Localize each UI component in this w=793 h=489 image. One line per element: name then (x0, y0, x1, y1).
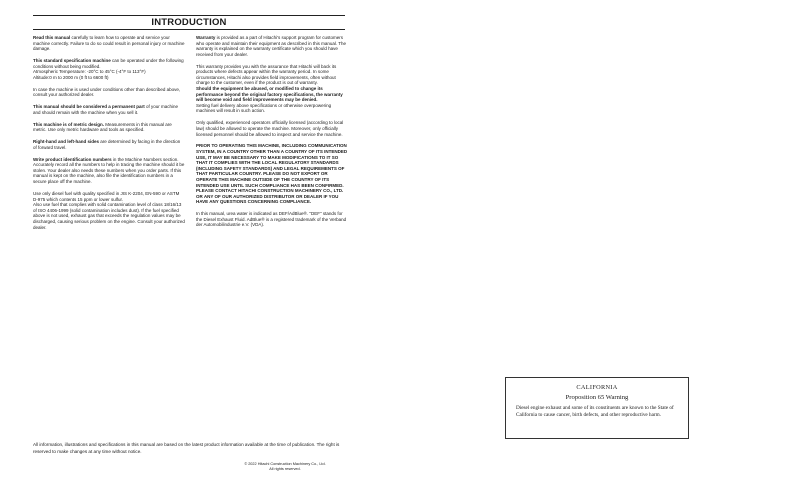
paragraph-def-adblue: In this manual, urea water is indicated as DEF/AdBlue®. "DEF" stands for the Diesel Exhaust Fluid. AdBlue® is a registered trademark of the Verband der Automobilindustrie e.V. (VDA). (196, 211, 347, 228)
bold-lead: This machine is of metric design. (33, 121, 105, 127)
california-title: CALIFORNIA (576, 384, 618, 391)
paragraph-text: This warranty provides you with the assurance that Hitachi will back its products where defects appear within the warranty period. In some circumstances, Hitachi also provides field improvements, often without charge to the customer, even if the product is out of warranty. (196, 63, 337, 86)
paragraph-sides (33, 139, 185, 150)
warranty-void-warning: Should the equipment be abused, or modified to change its performance beyond the original factory specifications, the warranty will become void and field improvements may be denied. (196, 86, 343, 103)
paragraph-operating-conditions (33, 58, 185, 80)
left-column (33, 35, 185, 236)
altitude-range: Altitude:0 m to 2000 m (0 ft to 6600 ft) (33, 74, 109, 80)
bold-lead: This standard specification machine (33, 58, 111, 64)
paragraph-text: can be operated under the following conditions without being modified. (33, 58, 184, 69)
paragraph-read-manual (33, 35, 185, 52)
rights-line: All rights reserved. (269, 466, 301, 471)
copyright-notice (220, 462, 350, 471)
california-warning-box (505, 377, 689, 439)
california-warning-text: Diesel engine exhaust and some of its constituents are known to the State of California to cause cancer, birth defects, and other reproductive harm. (516, 405, 674, 419)
paragraph-export-compliance: PRIOR TO OPERATING THIS MACHINE, INCLUDING COMMUNICATION SYSTEM, IN A COUNTRY OTHER THAN A COUNTRY OF ITS INTENDED USE, IT MAY BE NECESSARY TO MAKE MODIFICATIONS TO IT SO THAT IT COMPLIES WITH THE LOCAL REGULATORY STANDARDS (INCLUDING SAFETY STANDARDS) AND LEGAL REQUIREMENTS OF THAT PARTICULAR COUNTRY. PLEASE DO NOT EXPORT OR OPERATE THIS MACHINE OUTSIDE OF THE COUNTRY OF ITS INTENDED USE UNTIL SUCH COMPLIANCE HAS BEEN CONFIRMED. PLEASE CONTACT HITACHI CONSTRUCTION MACHINERY CO., LTD. OR ANY OF OUR AUTHORIZED DISTRIBUTOR OR DEALER IF YOU HAVE ANY QUESTIONS CONCERNING COMPLIANCE. (196, 143, 348, 205)
publication-note: All information, illustrations and specifications in this manual are based on the latest product information available at the time of publication. The right is reserved to make changes at any time without notice. (33, 442, 340, 455)
paragraph-text: Setting fuel delivery above specifications or otherwise overpowering machines will result in such action. (196, 102, 332, 114)
bold-lead: Warranty (196, 35, 216, 40)
bold-lead: Write product identification numbers (33, 156, 112, 162)
paragraph-metric-design (33, 122, 185, 133)
bold-lead: This manual should be considered a permanent part (33, 104, 145, 110)
title-rule-top (33, 15, 345, 16)
paragraph-text: in the Machine Numbers section. Accurately record all the numbers to help in tracing the machine should it be stolen. Your dealer also needs these numbers when you order parts. If this manual is kept on the machine, also file the identification numbers in a secure place off the machine. (33, 156, 185, 185)
paragraph-qualified-operators: Only qualified, experienced operators officially licensed (according to local law) should be allowed to operate the machine. Moreover, only officially licensed personnel should be allowed to inspect and service the machine. (196, 120, 344, 137)
paragraph-text: of your machine and should remain with the machine when you sell it. (33, 104, 179, 115)
page-title: INTRODUCTION (151, 17, 227, 28)
title-rule-bottom (33, 29, 345, 30)
bold-lead: Right-hand and left-hand sides (33, 139, 99, 145)
copyright-line: © 2022 Hitachi Construction Machinery Co., Ltd. (244, 462, 326, 466)
paragraph-permanent-part (33, 104, 185, 115)
bold-lead: Read this manual (33, 35, 71, 40)
paragraph-other-conditions: In case the machine is used under conditions other than described above, consult your authorized dealer. (33, 86, 181, 98)
paragraph-text: carefully to learn how to operate and service your machine correctly. Failure to do so could result in personal injury or machine damage. (33, 35, 185, 52)
paragraph-warranty-assurance (196, 64, 350, 114)
paragraph-text: Measurements in this manual are metric. Use only metric hardware and tools as specified. (33, 121, 172, 133)
paragraph-text: are determined by facing in the direction of forward travel. (33, 139, 181, 150)
proposition-65-subtitle: Proposition 65 Warning (565, 394, 629, 401)
paragraph-text: is provided as a part of Hitachi's support program for customers who operate and maintain their equipment as described in this manual. The warranty is explained on the warranty certificate which you should have received from your dealer. (196, 35, 347, 57)
paragraph-fuel-contamination: Also use fuel that complies with solid contamination level of class 18/16/13 of ISO 4406-1999 (solid contamination includes dust). If the fuel specified above is not used, exhaust gas that exceeds the regulation values may be discharged, causing serious problem on the engine. Consult your authorized dealer. (33, 202, 185, 230)
paragraph-warranty (196, 35, 350, 57)
right-column (196, 35, 350, 234)
paragraph-diesel-fuel: Use only diesel fuel with quality specified in JIS K-2204, EN-590 or ASTM D-975 which contents 15 ppm or lower sulfur. (33, 190, 180, 202)
temperature-range: Atmospheric Temperature: -20°C to 45°C (-4°F to 113°F) (33, 69, 146, 75)
paragraph-identification-numbers (33, 157, 185, 185)
